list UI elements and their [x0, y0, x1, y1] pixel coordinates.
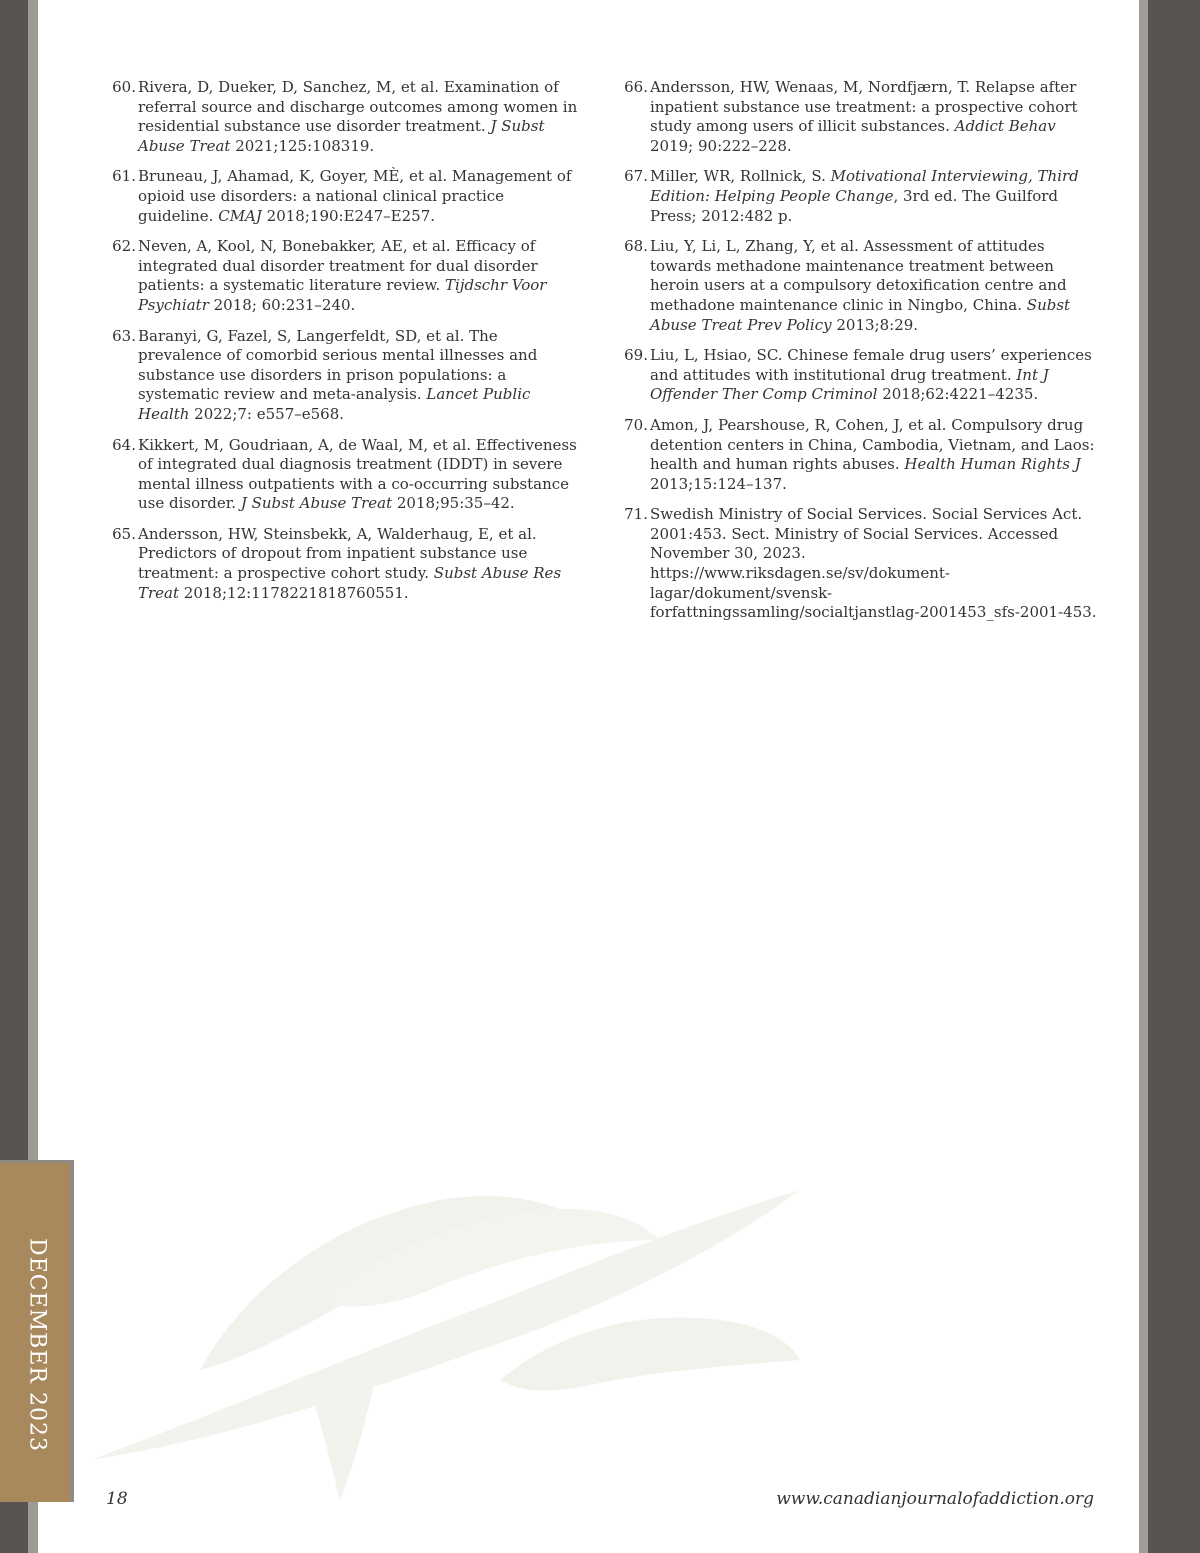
right-border-bar	[1148, 0, 1200, 1553]
reference-number: 62.	[112, 237, 136, 256]
reference-item	[618, 237, 1098, 335]
reference-item	[106, 167, 584, 226]
reference-number: 63.	[112, 326, 136, 345]
reference-item	[618, 505, 1098, 623]
reference-item	[106, 327, 584, 425]
right-border-accent	[1139, 0, 1148, 1553]
reference-number: 64.	[112, 435, 136, 454]
reference-item	[618, 78, 1098, 156]
reference-text: Miller, WR, Rollnick, S. Motivational Interviewing, Third Edition: Helping People Change, 3rd ed. The Guilford Press; 2012:482 p.	[650, 167, 1079, 225]
reference-text: Liu, L, Hsiao, SC. Chinese female drug users’ experiences and attitudes with institutional drug treatment. Int J Offender Ther Comp Criminol 2018;62:4221–4235.	[650, 346, 1092, 404]
reference-item	[106, 78, 584, 156]
reference-number: 61.	[112, 167, 136, 186]
references-right-column	[618, 78, 1098, 634]
issue-date-label: DECEMBER 2023	[24, 1238, 50, 1452]
reference-text: Amon, J, Pearshouse, R, Cohen, J, et al. Compulsory drug detention centers in China, Cambodia, Vietnam, and Laos: health and human rights abuses. Health Human Rights J 2013;15:124–137.	[650, 415, 1095, 493]
reference-text: Swedish Ministry of Social Services. Social Services Act. 2001:453. Sect. Ministry of Social Services. Accessed November 30, 2023. https://www.riksdagen.se/sv/dokument-lagar/dokument/svensk-forfattningssamling/socialtjanstlag-2001453_sfs-2001-453.	[650, 505, 1097, 622]
references-left-column	[106, 78, 584, 614]
reference-text: Rivera, D, Dueker, D, Sanchez, M, et al. Examination of referral source and discharge outcomes among women in residential substance use disorder treatment. J Subst Abuse Treat 2021;125:108319.	[138, 78, 578, 155]
reference-number: 66.	[624, 78, 648, 96]
reference-text: Neven, A, Kool, N, Bonebakker, AE, et al. Efficacy of integrated dual disorder treatment for dual disorder patients: a systematic literature review. Tijdschr Voor Psychiatr 2018; 60:231–240.	[138, 237, 547, 314]
reference-item	[106, 237, 584, 315]
reference-text: Baranyi, G, Fazel, S, Langerfeldt, SD, et al. The prevalence of comorbid serious mental illnesses and substance use disorders in prison populations: a systematic review and meta-analysis. Lancet Public Health 2022;7: e557–e568.	[138, 326, 538, 423]
leaf-watermark-icon	[80, 1160, 840, 1520]
reference-text: Kikkert, M, Goudriaan, A, de Waal, M, et al. Effectiveness of integrated dual diagnosis treatment (IDDT) in severe mental illness outpatients with a co-occurring substance use disorder. J Subst Abuse Treat 2018;95:35–42.	[138, 435, 577, 513]
journal-url: www.canadianjournalofaddiction.org	[776, 1489, 1094, 1509]
reference-text: Andersson, HW, Wenaas, M, Nordfjærn, T. Relapse after inpatient substance use treatment: a prospective cohort study among users of illicit substances. Addict Behav 2019; 90:222–228.	[650, 78, 1078, 155]
reference-item	[618, 416, 1098, 494]
reference-number: 68.	[624, 237, 648, 256]
reference-number: 71.	[624, 505, 648, 524]
reference-number: 69.	[624, 346, 648, 365]
reference-number: 65.	[112, 524, 136, 543]
reference-number: 67.	[624, 167, 648, 186]
reference-number: 70.	[624, 415, 648, 434]
reference-text: Andersson, HW, Steinsbekk, A, Walderhaug, E, et al. Predictors of dropout from inpatient substance use treatment: a prospective cohort study. Subst Abuse Res Treat 2018;12:1178221818760551.	[138, 524, 562, 602]
reference-number: 60.	[112, 78, 136, 96]
page-number: 18	[106, 1489, 128, 1509]
reference-item	[618, 346, 1098, 405]
reference-text: Bruneau, J, Ahamad, K, Goyer, MÈ, et al. Management of opioid use disorders: a national clinical practice guideline. CMAJ 2018;190:E247–E257.	[138, 167, 572, 225]
reference-item	[106, 525, 584, 603]
reference-item	[618, 167, 1098, 226]
reference-text: Liu, Y, Li, L, Zhang, Y, et al. Assessment of attitudes towards methadone maintenance treatment between heroin users at a compulsory detoxification centre and methadone maintenance clinic in Ningbo, China. Subst Abuse Treat Prev Policy 2013;8:29.	[650, 237, 1071, 334]
reference-item	[106, 436, 584, 514]
